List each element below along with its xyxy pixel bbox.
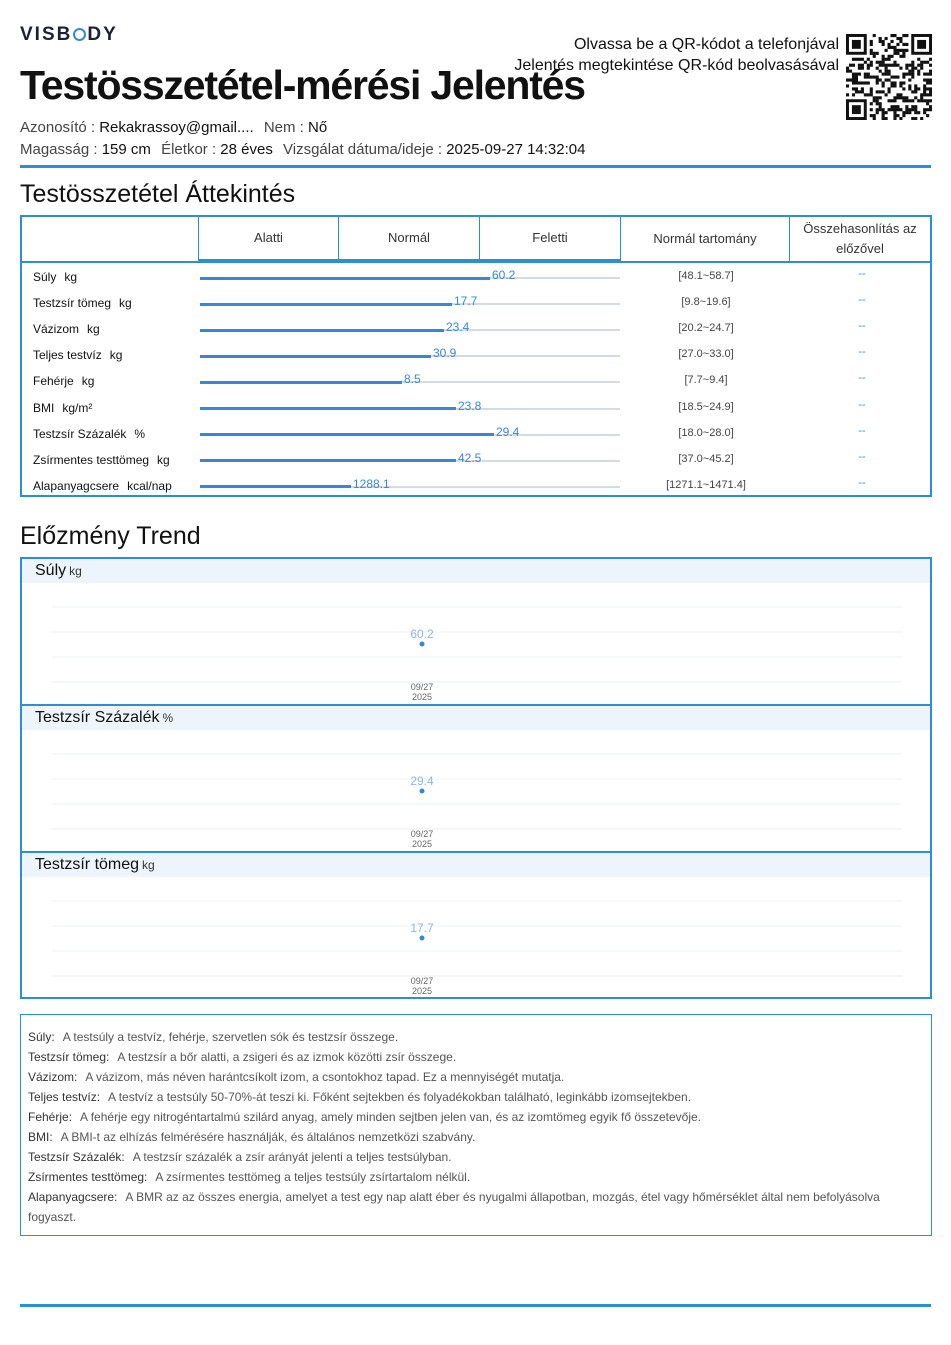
row-unit: kg [109, 348, 123, 363]
normal-range: [7.7~9.4] [684, 374, 728, 387]
compare-value: -- [858, 294, 866, 307]
compare-value: -- [858, 320, 866, 333]
trend-name: Testzsír Százalék [35, 709, 160, 726]
height-label: Magasság : [20, 141, 98, 158]
compare-value: -- [858, 476, 866, 489]
trend-unit: kg [69, 564, 82, 578]
qr-line-2: Jelentés megtekintése QR-kód beolvasásával [514, 57, 839, 74]
sex-label: Nem : [263, 119, 304, 136]
x-tick-date: 09/27 [410, 682, 434, 692]
bar-value: 17.7 [454, 294, 478, 309]
trend-unit: kg [142, 858, 155, 872]
row-label [33, 296, 132, 310]
header-normal: Normál [339, 217, 480, 263]
footer-divider [20, 1304, 931, 1307]
glossary-item [28, 1067, 924, 1087]
glossary-item [28, 1167, 924, 1187]
glossary-text: A testsúly a testvíz, fehérje, szervetlen sók és testzsír összege. [62, 1030, 399, 1044]
row-unit: kcal/nap [127, 478, 172, 493]
glossary-text: A BMI-t az elhízás felmérésére használják, és általános nemzetközi szabvány. [60, 1130, 476, 1144]
glossary-term: Testzsír Százalék: [28, 1150, 125, 1164]
data-label: 60.2 [410, 627, 434, 641]
meta-line-2 [20, 141, 591, 158]
glossary-text: A fehérje egy nitrogéntartalmú szilárd anyag, amely minden sejtben jelen van, és az izomtömeg egyik fő összetevője. [80, 1110, 702, 1124]
glossary-item [28, 1087, 924, 1107]
trend-name: Súly [35, 562, 67, 579]
glossary-item [28, 1107, 924, 1127]
normal-range: [37.0~45.2] [678, 452, 734, 465]
date-value: 2025-09-27 14:32:04 [446, 141, 586, 158]
header-range: Normál tartomány [621, 217, 790, 263]
row-label [33, 427, 145, 441]
glossary-text: A testvíz a testsúly 50-70%-át teszi ki. Főként sejtekben és folyadékokban található, leginkább izomsejtekben. [108, 1090, 692, 1104]
glossary-item [28, 1187, 924, 1227]
normal-range: [20.2~24.7] [678, 322, 734, 335]
row-name: Testzsír tömeg [33, 296, 112, 311]
glossary-term: BMI: [28, 1130, 53, 1144]
row-label [33, 270, 77, 284]
id-value: Rekakrassoy@gmail.... [99, 119, 254, 136]
glossary-item [28, 1127, 924, 1147]
x-tick-year: 2025 [411, 839, 433, 849]
glossary-term: Vázizom: [28, 1070, 78, 1084]
bar-value: 29.4 [496, 424, 520, 439]
trend-header [22, 706, 930, 730]
trend-panel-fat-percent [22, 706, 930, 853]
glossary-term: Fehérje: [28, 1110, 73, 1124]
glossary-item [28, 1027, 924, 1047]
trend-container [20, 557, 932, 999]
logo-ring-icon [73, 28, 86, 41]
row-label [33, 479, 172, 493]
x-tick-year: 2025 [411, 692, 433, 702]
glossary-term: Zsírmentes testtömeg: [28, 1170, 148, 1184]
meta-line-1 [20, 119, 333, 136]
glossary-term: Súly: [28, 1030, 55, 1044]
header-compare: Összehasonlítás az előzővel [790, 217, 930, 263]
glossary-text: A BMR az az összes energia, amelyet a test egy nap alatt éber és nyugalmi állapotban, mozgás, étel vagy hőmérséklet által nem befolyásolva fogyaszt. [28, 1190, 880, 1224]
row-label [33, 322, 100, 336]
bar-fill [200, 381, 402, 384]
bar-value: 8.5 [404, 372, 421, 387]
trend-unit: % [162, 711, 174, 725]
trend-panel-fat-mass [22, 853, 930, 1000]
normal-range: [1271.1~1471.4] [666, 478, 746, 491]
compare-value: -- [858, 372, 866, 385]
sex-value: Nő [308, 119, 328, 136]
bar-value: 30.9 [433, 346, 457, 361]
glossary-item [28, 1047, 924, 1067]
glossary-text: A testzsír százalék a zsír arányát jelenti a teljes testsúlyban. [132, 1150, 452, 1164]
header-blank [22, 217, 199, 263]
row-name: Testzsír Százalék [33, 426, 127, 441]
row-unit: % [134, 426, 146, 441]
row-unit: kg [64, 270, 78, 284]
bar-value: 23.4 [446, 320, 470, 335]
row-label [33, 453, 170, 467]
trend-header [22, 853, 930, 877]
bar-fill [200, 485, 351, 488]
overview-title: Testösszetétel Áttekintés [20, 180, 296, 208]
bar-fill [200, 433, 494, 436]
data-point [420, 642, 425, 647]
row-name: Alapanyagcsere [33, 478, 120, 493]
row-name: Vázizom [33, 322, 80, 337]
bar-fill [200, 277, 490, 280]
overview-table [20, 215, 932, 497]
compare-value: -- [858, 268, 866, 280]
row-unit: kg [119, 296, 132, 311]
qr-line-1: Olvassa be a QR-kódot a telefonjával [573, 36, 839, 53]
glossary-item [28, 1147, 924, 1167]
row-label [33, 374, 94, 388]
age-label: Életkor : [161, 141, 217, 158]
x-tick-date: 09/27 [410, 829, 434, 839]
normal-range: [18.5~24.9] [678, 400, 734, 413]
height-value: 159 cm [101, 141, 151, 158]
age-value: 28 éves [220, 141, 273, 158]
row-name: Súly [33, 270, 57, 284]
glossary-term: Alapanyagcsere: [28, 1190, 118, 1204]
compare-value: -- [858, 424, 866, 437]
header-divider [20, 165, 931, 168]
glossary-term: Teljes testvíz: [28, 1090, 101, 1104]
trend-panel-weight [22, 559, 930, 706]
id-label: Azonosító : [20, 119, 96, 136]
normal-range: [9.8~19.6] [681, 296, 731, 309]
qr-code-icon[interactable] [846, 34, 932, 120]
bar-fill [200, 355, 431, 358]
bar-fill [200, 407, 456, 410]
normal-range: [27.0~33.0] [678, 348, 734, 361]
compare-value: -- [858, 346, 866, 359]
row-name: BMI [33, 400, 55, 415]
row-unit: kg [157, 452, 170, 467]
x-tick-year: 2025 [411, 986, 433, 996]
row-name: Fehérje [33, 374, 74, 389]
bar-fill [200, 459, 456, 462]
bar-fill [200, 303, 452, 306]
bar-fill [200, 329, 444, 332]
trend-name: Testzsír tömeg [35, 856, 140, 873]
data-point [420, 936, 425, 941]
brand-logo: VISB DY [20, 24, 118, 45]
data-label: 17.7 [410, 921, 434, 935]
glossary-text: A testzsír a bőr alatti, a zsigeri és az izmok közötti zsír összege. [117, 1050, 457, 1064]
bar-value: 60.2 [492, 268, 516, 282]
normal-range: [48.1~58.7] [678, 270, 734, 282]
bar-value: 42.5 [458, 450, 482, 465]
glossary-text: A vázizom, más néven harántcsíkolt izom, a csontokhoz tapad. Ez a mennyiségét mutatja. [85, 1070, 565, 1084]
header-below: Alatti [199, 217, 339, 263]
row-label [33, 401, 92, 415]
glossary-box [20, 1014, 932, 1236]
compare-value: -- [858, 398, 866, 411]
bar-value: 23.8 [458, 398, 482, 413]
row-unit: kg [87, 322, 100, 337]
date-label: Vizsgálat dátuma/ideje : [283, 141, 443, 158]
row-name: Zsírmentes testtömeg [33, 452, 150, 467]
row-label [33, 348, 122, 362]
row-name: Teljes testvíz [33, 348, 102, 363]
header-above: Feletti [480, 217, 621, 263]
trend-title: Előzmény Trend [20, 522, 201, 550]
x-tick-date: 09/27 [410, 976, 434, 986]
row-unit: kg/m² [62, 400, 93, 415]
normal-range: [18.0~28.0] [678, 426, 734, 439]
data-label: 29.4 [410, 774, 434, 788]
page-title: Testösszetétel-mérési Jelentés [20, 62, 585, 108]
glossary-term: Testzsír tömeg: [28, 1050, 110, 1064]
row-unit: kg [81, 374, 95, 389]
glossary-text: A zsírmentes testtömeg a teljes testsúly zsírtartalom nélkül. [155, 1170, 471, 1184]
data-point [420, 789, 425, 794]
compare-value: -- [858, 450, 866, 463]
bar-value: 1288.1 [353, 476, 390, 491]
trend-header [22, 559, 930, 583]
